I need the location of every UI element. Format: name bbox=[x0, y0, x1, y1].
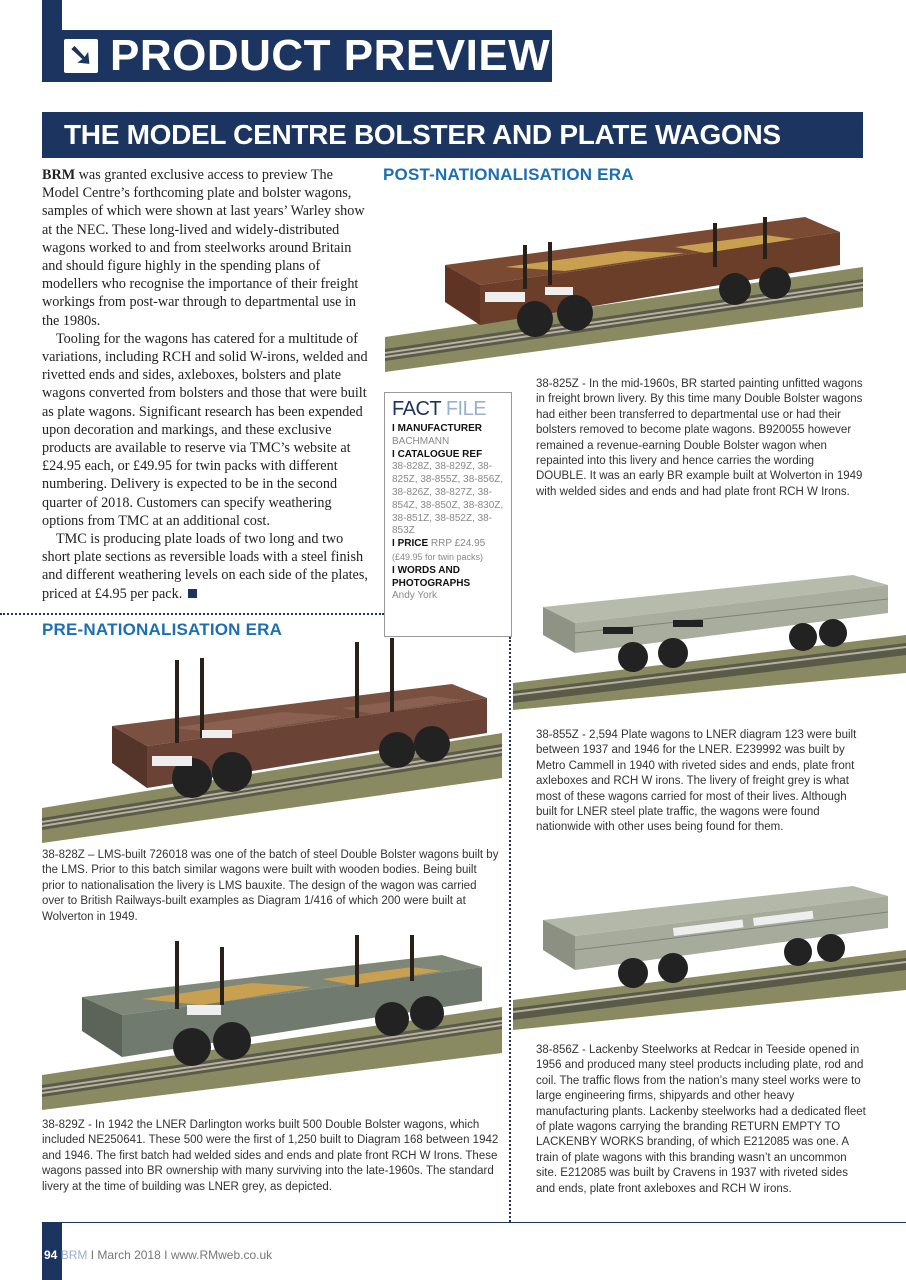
ff-price bbox=[392, 538, 506, 565]
footer-sep: I bbox=[90, 1248, 95, 1262]
divider-horizontal bbox=[0, 613, 384, 615]
ff-price-twin: (£49.95 for twin packs) bbox=[392, 551, 484, 562]
paragraph-2: Tooling for the wagons has catered for a multitude of variations, including RCH and solid W-irons, welded and rivetted ends and sides, axleboxes, bolsters and plate wagons converted from bolsters and those that were built as plate wagons. Significant research has been expended upon decoration and markings, and these exclusive products are available to reserve via TMC’s website at £24.95 each, or £49.95 for twin packs with different numbering. Delivery is expected to be in the second quarter of 2018. Customers can specify weathering options from TMC at an additional cost. bbox=[42, 330, 368, 529]
photo-38-829z bbox=[42, 935, 502, 1110]
ff-separator: I bbox=[392, 564, 395, 576]
paragraph-3 bbox=[42, 530, 370, 603]
ff-separator: I bbox=[392, 538, 395, 550]
ff-words-label: WORDS AND PHOTOGRAPHS bbox=[392, 564, 471, 589]
fact-file-title-a: FACT bbox=[392, 398, 441, 420]
footer-rule bbox=[62, 1222, 906, 1223]
footer bbox=[44, 1248, 272, 1262]
pre-nationalisation-title: PRE-NATIONALISATION ERA bbox=[42, 620, 283, 639]
ff-price-label: PRICE bbox=[397, 538, 429, 550]
ff-catalogue bbox=[392, 449, 506, 539]
footer-sep: I bbox=[164, 1248, 168, 1262]
caption-38-829z: 38-829Z - In 1942 the LNER Darlington works built 500 Double Bolster wagons, which included NE250641. These 500 were the first of 1,250 built to Diagram 168 between 1942 and 1946. The first batch had welded sides and ends and plate front RCH W Irons. These wagons passed into BR ownership with many surviving into the late-1960s. The standard livery at the time of building was LNER grey, as depicted. bbox=[42, 1119, 499, 1193]
edge-bar bbox=[42, 0, 62, 30]
ff-catalogue-label: CATALOGUE REF bbox=[397, 448, 483, 460]
paragraph-1 bbox=[42, 166, 370, 330]
photo-38-828z bbox=[42, 638, 502, 843]
page-title: THE MODEL CENTRE BOLSTER AND PLATE WAGONS bbox=[64, 119, 781, 150]
paragraph-3-text: TMC is producing plate loads of two long and two short plate sections as reversible loads with a steel finish and different weathering levels on each side of the plates, priced at £4.95 per pack. bbox=[42, 531, 368, 602]
footer-magazine: BRM bbox=[60, 1248, 88, 1262]
ff-manufacturer-label: MANUFACTURER bbox=[397, 423, 483, 434]
fact-file-box bbox=[384, 392, 512, 637]
ff-separator: I bbox=[392, 448, 395, 460]
footer-date: March 2018 bbox=[97, 1248, 161, 1262]
section-banner bbox=[42, 30, 552, 82]
caption-38-855z: 38-855Z - 2,594 Plate wagons to LNER diagram 123 were built between 1937 and 1946 for the LNER. E239992 was built by Metro Cammell in 1940 with riveted sides and ends, plate front axleboxes and RCH W irons. The livery of freight grey is what most of these wagons carried for most of their lives. Although built for LNER steel plate traffic, the wagons were found nationwide with other uses being found for them. bbox=[536, 729, 857, 834]
caption-38-825z: 38-825Z - In the mid-1960s, BR started painting unfitted wagons in freight brown livery. By this time many Double Bolster wagons had either been transferred to departmental use or had their bolsters removed to become plate wagons. B920055 however remained a revenue-earning Double Bolster wagon when repainted into this livery and hence carries the wording DOUBLE. It was an early BR example built at Wolverton in 1949 with welded sides and ends and had plate front RCH W Irons. bbox=[536, 378, 863, 498]
article-body bbox=[42, 166, 370, 603]
photo-38-856z bbox=[513, 878, 906, 1030]
paragraph-1-text: was granted exclusive access to preview The Model Centre’s forthcoming plate and bolster wagons, samples of which were shown at last years’ Warley show at the NEC. These long-lived and widely-distributed wagons worked to and from steelworks around Britain and should figure highly in the spending plans of modellers who recognise the importance of their freight workings from post-war through to departmental use in the 1980s. bbox=[42, 167, 365, 329]
section-label: PRODUCT PREVIEW bbox=[110, 31, 551, 80]
ff-manufacturer-value: BACHMANN bbox=[392, 435, 450, 447]
ff-manufacturer bbox=[392, 423, 506, 449]
fact-file-title-b: FILE bbox=[445, 398, 487, 420]
ff-words-value: Andy York bbox=[392, 590, 438, 602]
page-number: 94 bbox=[44, 1248, 58, 1262]
ff-price-value: RRP £24.95 bbox=[430, 538, 486, 550]
caption-38-828z: 38-828Z – LMS-built 726018 was one of the batch of steel Double Bolster wagons built by the LMS. Prior to this batch similar wagons were built with wooden bodies. Being built prior to nationalisation the livery is LMS bauxite. The design of the wagon was carried over to British Railways-built examples as Diagram 1/416 of which 200 were built at Wolverton in 1949. bbox=[42, 849, 499, 923]
divider-vertical bbox=[509, 637, 511, 1222]
end-mark-icon bbox=[188, 589, 197, 598]
ff-catalogue-value: 38-828Z, 38-829Z, 38-825Z, 38-855Z, 38-856Z, 38-826Z, 38-827Z, 38-854Z, 38-850Z, 38-830Z, 38-851Z, 38-852Z, 38-853Z bbox=[392, 461, 504, 537]
caption-38-856z: 38-856Z - Lackenby Steelworks at Redcar in Teeside opened in 1956 and produced many steel products including plate, rod and coil. The traffic flows from the nation’s many steel works were to large engineering firms, shipyards and other heavy manufacturing plants. Lackenby steelworks had a dedicated fleet of plate wagons carrying the branding RETURN EMPTY TO LACKENBY WORKS branding, of which E212085 was one. A train of plate wagons with this branding wasn’t an uncommon site. E212085 was built by Cravens in 1937 with riveted sides and ends, plate front axleboxes and RCH W irons. bbox=[536, 1044, 866, 1195]
arrow-down-right-icon: ➘ bbox=[64, 39, 98, 73]
footer-website[interactable]: www.RMweb.co.uk bbox=[170, 1248, 273, 1262]
headline-bar bbox=[42, 112, 863, 158]
lead-bold: BRM bbox=[42, 167, 76, 183]
post-nationalisation-title: POST-NATIONALISATION ERA bbox=[383, 165, 634, 184]
photo-38-855z bbox=[513, 565, 906, 710]
fact-file-title bbox=[392, 398, 506, 420]
ff-separator: I bbox=[392, 423, 395, 434]
ff-words bbox=[392, 565, 506, 603]
photo-38-825z bbox=[385, 187, 863, 372]
